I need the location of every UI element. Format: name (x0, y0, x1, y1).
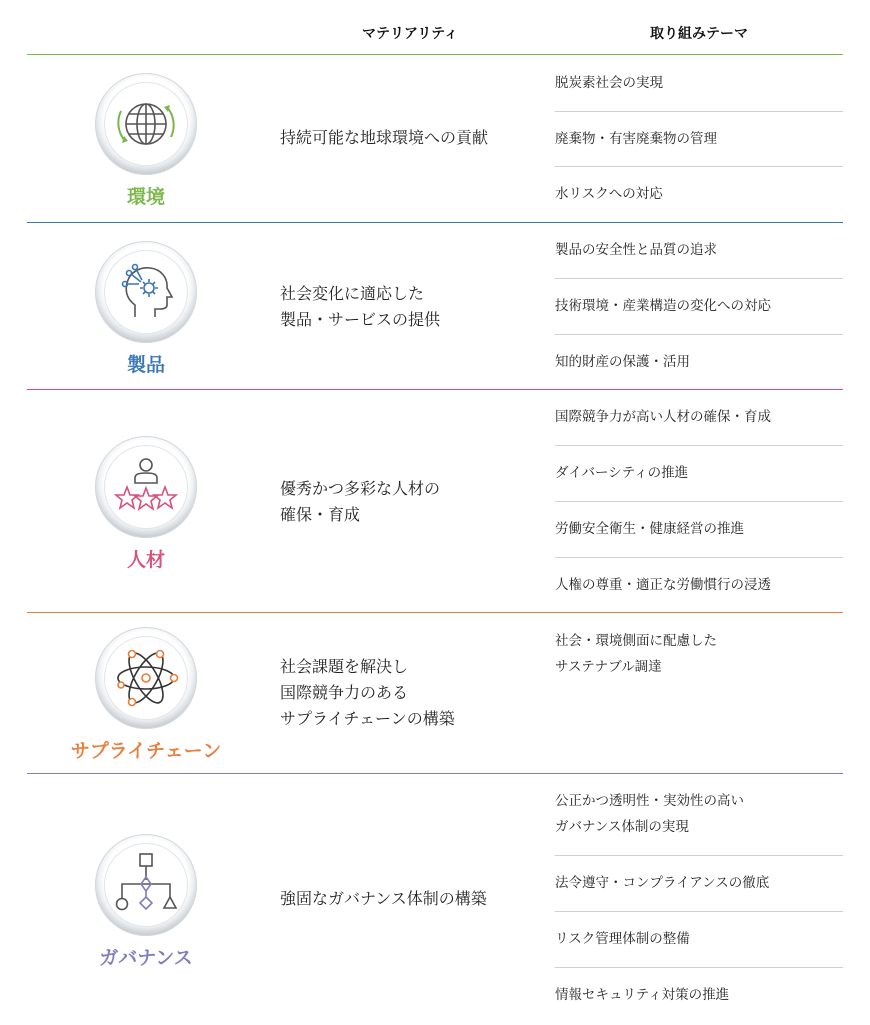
materiality-line: 製品・サービスの提供 (280, 310, 441, 329)
head-gear-icon (105, 251, 187, 333)
section-divider-env (27, 54, 843, 55)
theme-item: リスク管理体制の整備 (555, 931, 690, 947)
theme-item: ダイバーシティの推進 (555, 465, 689, 481)
theme-item: 知的財産の保護・活用 (555, 354, 690, 370)
theme-item: 人権の尊重・適正な労働慣行の浸透 (555, 577, 771, 593)
theme-separator (555, 111, 843, 112)
theme-separator (555, 445, 843, 446)
materiality-line: 社会変化に適応した (280, 284, 425, 303)
materiality-gov (280, 886, 545, 912)
column-header-materiality: マテリアリティ (361, 26, 459, 42)
theme-line: サステナブル調達 (555, 659, 662, 675)
org-chart-icon (105, 844, 187, 926)
section-divider-supply (27, 612, 843, 613)
category-label-env: 環境 (126, 186, 165, 208)
materiality-line: 国際競争力のある (280, 683, 409, 702)
category-label-people: 人材 (126, 549, 165, 571)
category-label-supply: サプライチェーン (70, 740, 222, 762)
materiality-people (280, 476, 545, 528)
materiality-line: 社会課題を解決し (280, 657, 409, 676)
materiality-line: 持続可能な地球環境への貢献 (280, 128, 489, 147)
globe-arrows-icon (105, 83, 187, 165)
theme-line: 公正かつ透明性・実効性の高い (555, 793, 744, 809)
section-divider-people (27, 389, 843, 390)
icon-badge-prod (95, 241, 197, 343)
materiality-supply (280, 654, 545, 732)
section-divider-prod (27, 222, 843, 223)
theme-line: ガバナンス体制の実現 (555, 819, 689, 835)
category-label-gov: ガバナンス (99, 947, 193, 969)
materiality-line: 確保・育成 (280, 505, 361, 524)
theme-item: 水リスクへの対応 (555, 186, 663, 202)
theme-item: 労働安全衛生・健康経営の推進 (555, 521, 744, 537)
theme-line: 社会・環境側面に配慮した (555, 633, 717, 649)
theme-item: 廃棄物・有害廃棄物の管理 (555, 131, 717, 147)
icon-badge-env (95, 73, 197, 175)
theme-separator (555, 855, 843, 856)
theme-separator (555, 557, 843, 558)
theme-item: 脱炭素社会の実現 (555, 75, 663, 91)
icon-badge-supply (95, 627, 197, 729)
materiality-line: サプライチェーンの構築 (280, 709, 455, 728)
theme-item: 法令遵守・コンプライアンスの徹底 (555, 875, 770, 891)
theme-separator (555, 278, 843, 279)
category-label-prod: 製品 (126, 354, 165, 376)
theme-item: 情報セキュリティ対策の推進 (555, 987, 730, 1003)
materiality-line: 優秀かつ多彩な人材の (280, 479, 441, 498)
materiality-prod (280, 281, 545, 333)
theme-separator (555, 166, 843, 167)
theme-item: 技術環境・産業構造の変化への対応 (555, 298, 771, 314)
theme-separator (555, 967, 843, 968)
column-header-themes: 取り組みテーマ (650, 26, 748, 42)
person-stars-icon (105, 446, 187, 528)
icon-badge-gov (95, 834, 197, 936)
materiality-line: 強固なガバナンス体制の構築 (280, 889, 487, 908)
section-divider-gov (27, 773, 843, 774)
theme-item: 国際競争力が高い人材の確保・育成 (555, 409, 771, 425)
atom-network-icon (105, 637, 187, 719)
theme-separator (555, 911, 843, 912)
icon-badge-people (95, 436, 197, 538)
theme-item (555, 628, 843, 680)
table-header (0, 0, 870, 54)
theme-item: 製品の安全性と品質の追求 (555, 242, 717, 258)
theme-item (555, 788, 843, 840)
materiality-env (280, 125, 545, 151)
theme-separator (555, 334, 843, 335)
theme-separator (555, 501, 843, 502)
